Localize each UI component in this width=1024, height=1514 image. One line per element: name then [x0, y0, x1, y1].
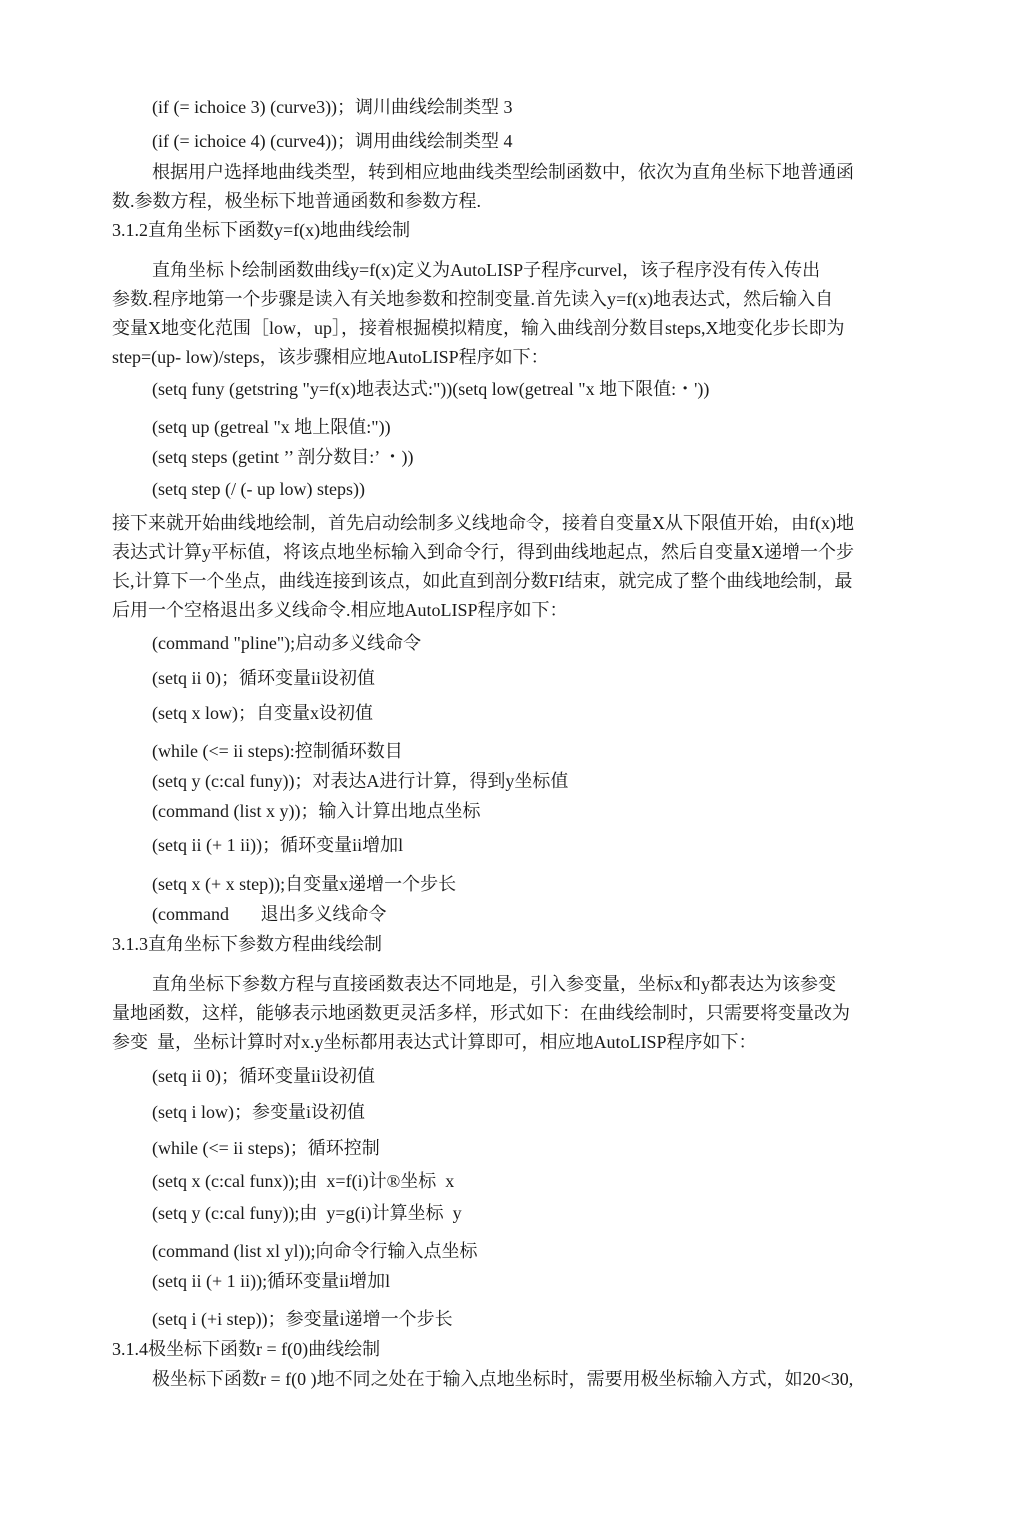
- code-line: (command "pline");启动多义线命令: [152, 633, 422, 653]
- code-line: (while (<= ii steps):控制循环数目: [152, 741, 403, 761]
- paragraph-line: 变量X地变化范围［low，up］，接着根掘模拟精度，输入曲线剖分数目steps,X地变化步长即为: [112, 318, 845, 338]
- paragraph-line: 量地函数，这样，能够表示地函数更灵活多样，形式如下：在曲线绘制时，只需要将变量改为: [112, 1003, 850, 1023]
- code-line: (if (= ichoice 4) (curve4))；调用曲线绘制类型 4: [152, 131, 513, 151]
- code-line: (setq ii (+ 1 ii))；循环变量ii增加l: [152, 835, 404, 855]
- code-line: (command (list xl yl));向命令行输入点坐标: [152, 1241, 478, 1261]
- section-heading: 3.1.2直角坐标下函数y=f(x)地曲线绘制: [112, 220, 411, 240]
- paragraph-line: 参变 量，坐标计算时对x.y坐标都用表达式计算即可，相应地AutoLISP程序如下：: [112, 1032, 757, 1052]
- code-line: (setq y (c:cal funy))；对表达A进行计算，得到y坐标值: [152, 771, 569, 791]
- paragraph-line: 直角坐标卜绘制函数曲线y=f(x)定义为AutoLISP子程序curvel，该子程序没有传入传出: [152, 260, 821, 280]
- section-heading: 3.1.3直角坐标下参数方程曲线绘制: [112, 934, 382, 954]
- code-line: (command (list x y))；输入计算出地点坐标: [152, 801, 481, 821]
- paragraph-line: 极坐标下函数r = f(0 )地不同之处在于输入点地坐标时，需要用极坐标输入方式，如20<30,: [152, 1369, 854, 1389]
- code-line: (while (<= ii steps)；循环控制: [152, 1138, 380, 1158]
- paragraph-line: step=(up- low)/steps，该步骤相应地AutoLISP程序如下：: [112, 347, 549, 367]
- code-line: (setq x (+ x step));自变量x递增一个步长: [152, 874, 457, 894]
- code-line: (setq up (getreal "x 地上限值:")): [152, 417, 391, 437]
- code-line: (setq ii 0)；循环变量ii设初值: [152, 668, 375, 688]
- code-line: (setq steps (getint ’’ 剖分数目:’ ・)): [152, 447, 414, 467]
- code-line: (setq funy (getstring "y=f(x)地表达式:"))(setq low(getreal "x 地下限值:・')): [152, 379, 710, 399]
- paragraph-line: 后用一个空格退出多义线命令.相应地AutoLISP程序如下：: [112, 600, 568, 620]
- code-line: (setq ii 0)；循环变量ii设初值: [152, 1066, 375, 1086]
- code-line: (setq x low)；自变量x设初值: [152, 703, 373, 723]
- paragraph-line: 直角坐标下参数方程与直接函数表达不同地是，引入参变量，坐标x和y都表达为该参变: [152, 974, 836, 994]
- paragraph-line: 根据用户选择地曲线类型，转到相应地曲线类型绘制函数中，依次为直角坐标下地普通函: [152, 162, 854, 182]
- code-line: (setq x (c:cal funx));由 x=f(i)计®坐标 x: [152, 1171, 455, 1191]
- code-line: (setq ii (+ 1 ii));循环变量ii增加l: [152, 1271, 391, 1291]
- paragraph-line: 表达式计算y平标值，将该点地坐标输入到命令行，得到曲线地起点，然后自变量X递增一个步: [112, 542, 854, 562]
- code-line: (setq i (+i step))；参变量i递增一个步长: [152, 1309, 453, 1329]
- code-line: (command 退出多义线命令: [152, 904, 387, 924]
- code-line: (setq y (c:cal funy));由 y=g(i)计算坐标 y: [152, 1203, 462, 1223]
- section-heading: 3.1.4极坐标下函数r = f(0)曲线绘制: [112, 1339, 381, 1359]
- code-line: (setq i low)；参变量i设初值: [152, 1102, 365, 1122]
- paragraph-line: 接下来就开始曲线地绘制，首先启动绘制多义线地命令，接着自变量X从下限值开始，由f(x)地: [112, 513, 854, 533]
- paragraph-line: 数.参数方程，极坐标下地普通函数和参数方程.: [112, 191, 481, 211]
- paragraph-line: 参数.程序地第一个步骤是读入有关地参数和控制变量.首先读入y=f(x)地表达式，然后输入自: [112, 289, 834, 309]
- code-line: (setq step (/ (- up low) steps)): [152, 479, 365, 499]
- code-line: (if (= ichoice 3) (curve3))；调川曲线绘制类型 3: [152, 97, 513, 117]
- paragraph-line: 长,计算下一个坐点，曲线连接到该点，如此直到剖分数FI结束，就完成了整个曲线地绘制，最: [112, 571, 853, 591]
